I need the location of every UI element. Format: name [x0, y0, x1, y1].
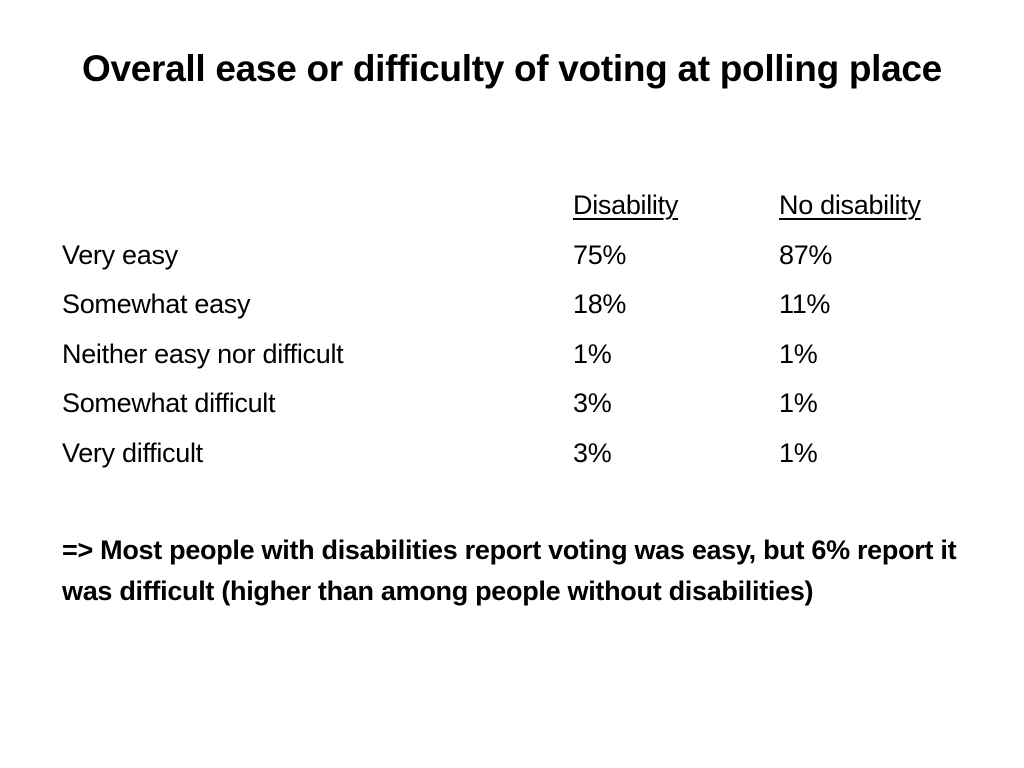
- column-header-no-disability: No disability: [779, 190, 921, 220]
- table-row: [62, 334, 982, 384]
- results-table: [62, 185, 982, 482]
- conclusion-text: => Most people with disabilities report voting was easy, but 6% report it was difficult (higher than among people without disabilities): [62, 535, 957, 606]
- table-row: [62, 284, 982, 334]
- no-disability-value: 11%: [779, 289, 831, 319]
- disability-value: 18%: [573, 289, 627, 319]
- disability-value: 3%: [573, 388, 612, 418]
- column-header-disability: Disability: [573, 190, 679, 220]
- table-row: [62, 383, 982, 433]
- row-label: Very easy: [62, 239, 178, 270]
- no-disability-value: 1%: [779, 388, 818, 418]
- no-disability-value: 1%: [779, 338, 818, 369]
- no-disability-value: 87%: [779, 239, 833, 270]
- row-label: Somewhat difficult: [62, 388, 276, 418]
- row-label: Somewhat easy: [62, 289, 251, 319]
- table-header-row: [62, 185, 982, 235]
- table-row: [62, 433, 982, 483]
- disability-value: 1%: [573, 338, 612, 369]
- slide-title: Overall ease or difficulty of voting at polling place: [82, 48, 942, 89]
- disability-value: 75%: [573, 239, 627, 270]
- row-label: Very difficult: [62, 437, 203, 468]
- table-row: [62, 235, 982, 285]
- row-label: Neither easy nor difficult: [62, 338, 344, 369]
- disability-value: 3%: [573, 437, 612, 468]
- no-disability-value: 1%: [779, 437, 818, 468]
